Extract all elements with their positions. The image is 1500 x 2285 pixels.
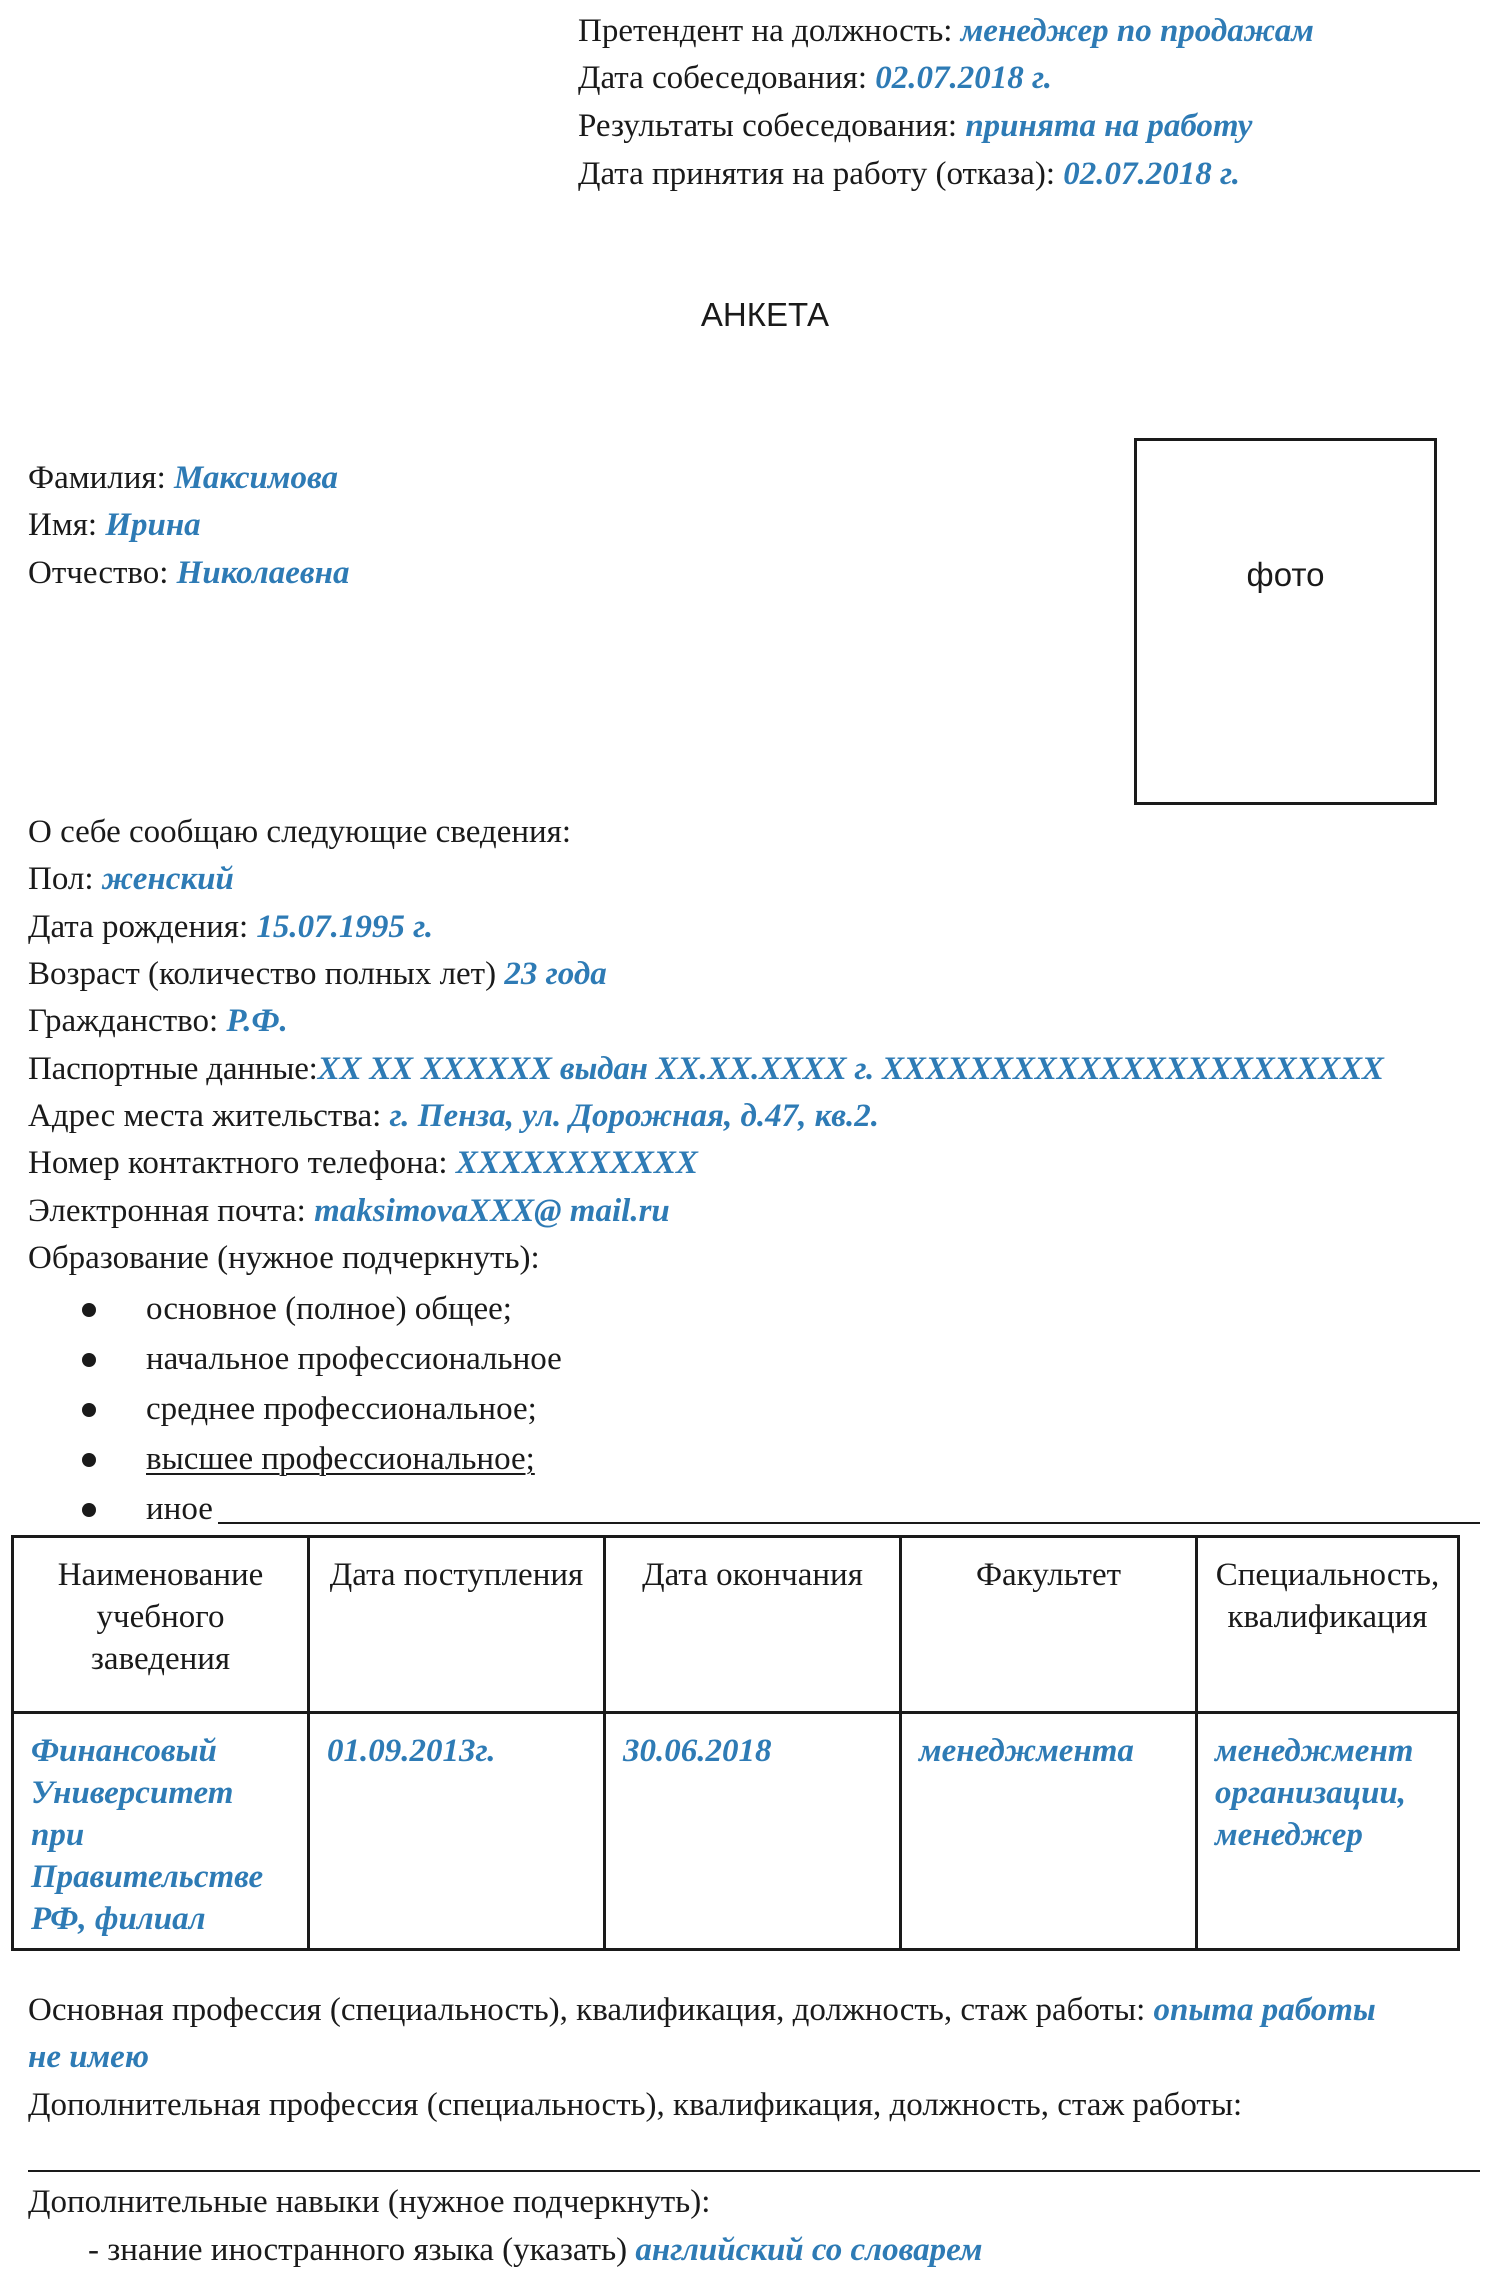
education-option: иное [146, 1491, 213, 1527]
interview-date-value: 02.07.2018 г. [875, 60, 1053, 96]
phone-value: ХХХХХХХХХХХ [455, 1145, 698, 1181]
passport-label: Паспортные данные: [28, 1051, 318, 1087]
table-cell: 01.09.2013г. [309, 1713, 605, 1950]
language-value: английский со словарем [635, 2232, 983, 2268]
main-profession-line-2 [28, 2035, 149, 2079]
bullet-icon [82, 1503, 96, 1517]
header-interview-result-line [578, 104, 1252, 148]
column-header: Факультет [901, 1537, 1197, 1713]
language-line [88, 2228, 983, 2272]
table-cell: Финансовый Университет при Правительстве РФ, филиал [13, 1713, 309, 1950]
address-line [28, 1094, 879, 1138]
hire-date-value: 02.07.2018 г. [1063, 156, 1240, 192]
citizenship-value: Р.Ф. [226, 1003, 288, 1039]
table-cell: менеджмент организации, менеджер [1197, 1713, 1459, 1950]
age-line [28, 952, 607, 996]
language-label: - знание иностранного языка (указать) [88, 2232, 628, 2268]
header-position-line [578, 9, 1314, 53]
table-cell: 30.06.2018 [605, 1713, 901, 1950]
info-intro: О себе сообщаю следующие сведения: [28, 814, 572, 850]
gender-label: Пол: [28, 861, 94, 897]
interview-result-value: принята на работу [965, 108, 1253, 144]
additional-profession-label: Дополнительная профессия (специальность), квалификация, должность, стаж работы: [28, 2087, 1243, 2123]
header-hire-date-line [578, 152, 1240, 196]
passport-value: ХХ ХХ ХХХХХХ выдан ХХ.ХХ.ХХХХ г. ХХХХХХХХХХХХХХХХХХХХХХХ [317, 1051, 1384, 1087]
position-value: менеджер по продажам [960, 13, 1314, 49]
bullet-icon [82, 1453, 96, 1467]
education-label: Образование (нужное подчеркнуть): [28, 1240, 540, 1276]
birth-label: Дата рождения: [28, 909, 249, 945]
patronymic-value: Николаевна [176, 555, 350, 591]
column-header: Наименование учебного заведения [13, 1537, 309, 1713]
patronymic-line [28, 551, 350, 595]
photo-placeholder [1134, 438, 1437, 805]
bullet-icon [82, 1303, 96, 1317]
education-option: основное (полное) общее; [146, 1291, 512, 1327]
gender-value: женский [101, 861, 234, 897]
phone-label: Номер контактного телефона: [28, 1145, 448, 1181]
address-value: г. Пенза, ул. Дорожная, д.47, кв.2. [389, 1098, 880, 1134]
photo-label: фото [1246, 556, 1325, 593]
surname-value: Максимова [174, 460, 338, 496]
education-table [11, 1535, 1460, 1951]
email-label: Электронная почта: [28, 1193, 306, 1229]
email-line [28, 1189, 670, 1233]
phone-line [28, 1141, 698, 1185]
interview-date-label: Дата собеседования: [578, 60, 868, 96]
main-profession-label: Основная профессия (специальность), квалификация, должность, стаж работы: [28, 1992, 1146, 2028]
table-row [13, 1713, 1459, 1950]
additional-profession-blank-line [28, 2170, 1480, 2172]
main-profession-value: опыта работы [1153, 1992, 1376, 2028]
email-value: maksimovaXXX@ mail.ru [314, 1193, 670, 1229]
age-label: Возраст (количество полных лет) [28, 956, 497, 992]
column-header: Дата окончания [605, 1537, 901, 1713]
citizenship-line [28, 999, 288, 1043]
main-profession-value-cont: не имею [28, 2039, 149, 2075]
firstname-line [28, 503, 201, 547]
position-label: Претендент на должность: [578, 13, 953, 49]
main-profession-line [28, 1988, 1376, 2032]
patronymic-label: Отчество: [28, 555, 169, 591]
citizenship-label: Гражданство: [28, 1003, 219, 1039]
surname-label: Фамилия: [28, 460, 166, 496]
column-header: Специальность, квалификация [1197, 1537, 1459, 1713]
column-header: Дата поступления [309, 1537, 605, 1713]
surname-line [28, 456, 338, 500]
bullet-icon [82, 1403, 96, 1417]
education-option-selected: высшее профессиональное; [146, 1441, 535, 1477]
firstname-value: Ирина [105, 507, 201, 543]
hire-date-label: Дата принятия на работу (отказа): [578, 156, 1055, 192]
education-option: среднее профессиональное; [146, 1391, 537, 1427]
header-interview-date-line [578, 56, 1052, 100]
interview-result-label: Результаты собеседования: [578, 108, 958, 144]
education-option: начальное профессиональное [146, 1341, 562, 1377]
birth-line [28, 905, 433, 949]
page-title: АНКЕТА [700, 296, 830, 333]
gender-line [28, 857, 234, 901]
bullet-icon [82, 1353, 96, 1367]
address-label: Адрес места жительства: [28, 1098, 382, 1134]
firstname-label: Имя: [28, 507, 98, 543]
table-header-row [13, 1537, 1459, 1713]
birth-value: 15.07.1995 г. [256, 909, 434, 945]
age-value: 23 года [504, 956, 607, 992]
passport-line [28, 1047, 1384, 1091]
other-education-blank-line [218, 1522, 1480, 1524]
table-cell: менеджмента [901, 1713, 1197, 1950]
skills-label: Дополнительные навыки (нужное подчеркнуть): [28, 2184, 711, 2220]
